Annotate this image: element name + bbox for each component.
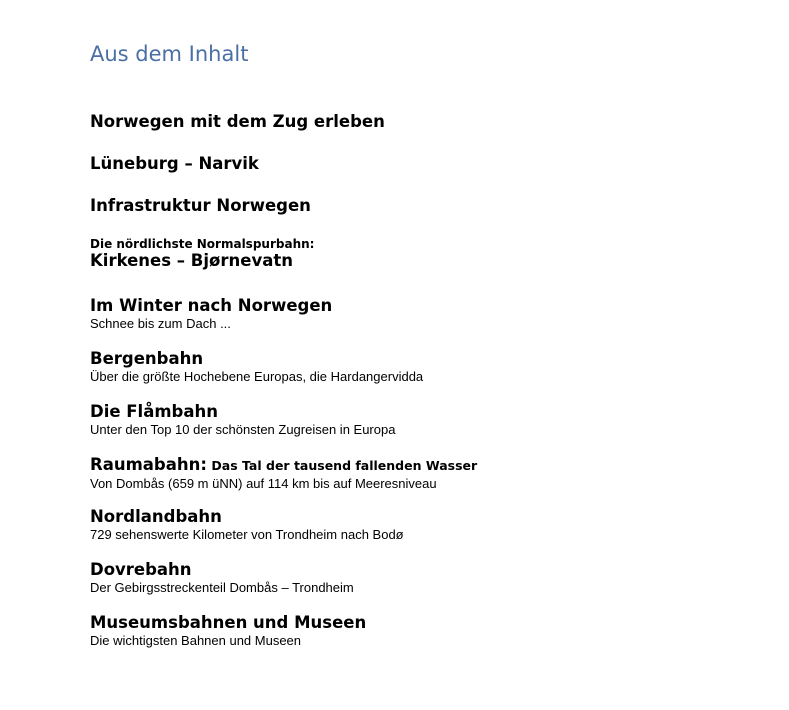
toc-entry-subtitle: Der Gebirgsstreckenteil Dombås – Trondheim xyxy=(90,580,354,595)
toc-entry-zug-erleben xyxy=(90,112,385,132)
toc-entry-lueneburg-narvik xyxy=(90,154,259,174)
toc-entry-subtitle: Die wichtigsten Bahnen und Museen xyxy=(90,633,302,648)
toc-entry-title: Norwegen mit dem Zug erleben xyxy=(90,112,385,131)
toc-entry-title: Dovrebahn xyxy=(90,560,192,579)
toc-entry-title: Bergenbahn xyxy=(90,349,204,368)
toc-entry-subtitle: Unter den Top 10 der schönsten Zugreisen in Europa xyxy=(90,422,396,437)
toc-entry-museumsbahnen xyxy=(90,613,366,648)
toc-entry-bergenbahn xyxy=(90,349,423,384)
toc-entry-winter xyxy=(90,296,332,331)
toc-entry-raumabahn xyxy=(90,455,477,491)
toc-entry-title: Lüneburg – Narvik xyxy=(90,154,259,173)
toc-entry-kirkenes xyxy=(90,237,314,271)
toc-entry-title: Infrastruktur Norwegen xyxy=(90,196,311,215)
toc-entry-kicker: Die nördlichste Normalspurbahn: xyxy=(90,237,315,251)
toc-entry-inline-subtitle: Das Tal der tausend fallenden Wasser xyxy=(211,458,478,473)
toc-entry-subtitle: 729 sehenswerte Kilometer von Trondheim nach Bodø xyxy=(90,527,404,542)
toc-entry-subtitle: Über die größte Hochebene Europas, die Hardangervidda xyxy=(90,369,424,384)
toc-entry-subtitle: Schnee bis zum Dach ... xyxy=(90,316,231,331)
toc-entry-title: Nordlandbahn xyxy=(90,507,222,526)
toc-entry-title: Museumsbahnen und Museen xyxy=(90,613,367,632)
toc-entry-title: Im Winter nach Norwegen xyxy=(90,296,333,315)
toc-entry-infrastruktur xyxy=(90,196,311,216)
toc-entry-title: Raumabahn: xyxy=(90,455,207,474)
toc-entry-title: Die Flåmbahn xyxy=(90,402,218,421)
toc-entry-subtitle: Von Dombås (659 m üNN) auf 114 km bis auf Meeresniveau xyxy=(90,476,437,491)
toc-entry-dovrebahn xyxy=(90,560,354,595)
page-title: Aus dem Inhalt xyxy=(90,42,249,66)
toc-entry-flaambahn xyxy=(90,402,395,437)
toc-entry-nordlandbahn xyxy=(90,507,404,542)
toc-entry-title: Kirkenes – Bjørnevatn xyxy=(90,251,293,270)
